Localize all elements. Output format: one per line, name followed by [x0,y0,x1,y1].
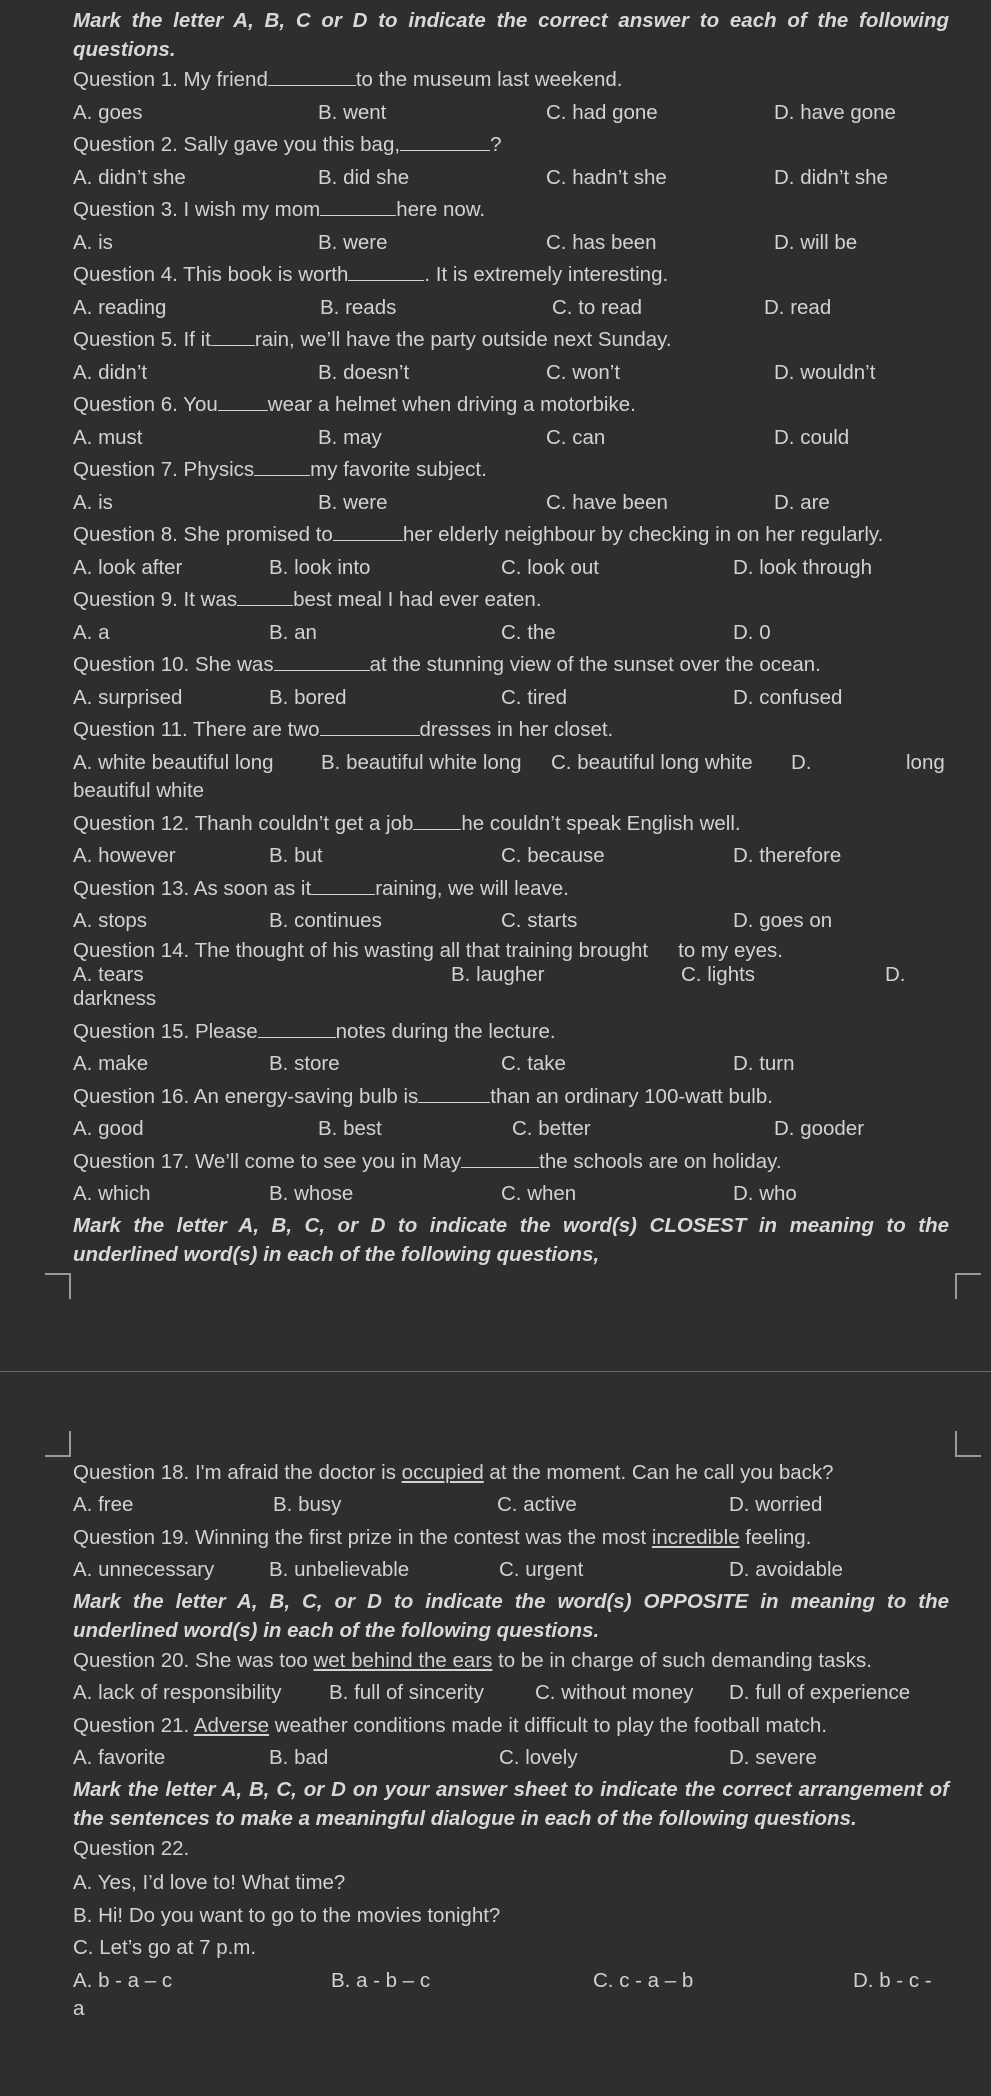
option-b[interactable]: B. bored [269,685,347,709]
question-14 [73,938,949,1012]
question-21 [73,1710,949,1775]
option-d[interactable]: D. avoidable [729,1558,843,1581]
options [73,1113,949,1146]
question-text: Question 20. She was too [73,1648,314,1672]
question-text: Question 4. This book is worth [73,263,349,286]
options [73,840,949,873]
option-c[interactable]: C. the [501,620,556,644]
option-d[interactable]: D. look through [733,555,873,579]
option-d[interactable]: D. worried [729,1493,823,1516]
answer-blank[interactable] [274,652,370,671]
question-item [73,808,949,873]
question-text: notes during the lecture. [335,1019,556,1043]
answer-blank[interactable] [268,67,356,86]
option-b[interactable]: B. bad [269,1746,329,1769]
option-c[interactable]: C. can [546,425,606,449]
option-a[interactable]: A. unnecessary [73,1558,215,1581]
question-18 [73,1457,949,1522]
question-text: Question 9. It was [73,588,238,611]
question-item [73,64,949,129]
option-c[interactable]: C. beautiful long white [551,750,753,774]
corner-mark [955,1273,981,1299]
question-item [73,389,949,454]
question-text: feeling. [739,1525,812,1549]
options [73,227,949,260]
dialogue-line-c: C. Let’s go at 7 p.m. [73,1936,257,1959]
option-b[interactable]: B. laugher [451,962,545,986]
options [73,357,949,390]
directions-section-3: Mark the letter A, B, C, or D to indicate the word(s) OPPOSITE in meaning to the underlined word(s) in each of the following questions. [73,1589,949,1642]
answer-blank[interactable] [461,1149,539,1168]
option-a[interactable]: A. is [73,490,113,514]
directions-section-4: Mark the letter A, B, C, or D on your answer sheet to indicate the correct arrangement of the sentences to make a meaningful dialogue in each of the following questions. [73,1777,949,1830]
option-a[interactable]: A. goes [73,100,143,124]
question-text: dresses in her closet. [419,718,614,741]
answer-blank[interactable] [400,132,490,151]
options [73,1554,949,1587]
question-text: to my eyes. [678,938,783,962]
question-text: Question 8. She promised to [73,523,333,546]
question-text: weather conditions made it difficult to play the football match. [269,1713,828,1737]
page-break [73,1269,949,1457]
question-item [73,873,949,938]
option-b[interactable]: B. a - b – c [331,1968,431,1992]
answer-blank[interactable] [311,876,375,895]
option-c[interactable]: C. because [501,844,605,867]
question-item [73,259,949,324]
option-d[interactable]: D. [791,750,812,774]
options [73,905,949,938]
question-text: Question 12. Thanh couldn’t get a job [73,811,414,835]
underlined-word: occupied [401,1460,484,1484]
question-text: at the stunning view of the sunset over the ocean. [369,653,821,676]
question-text: my favorite subject. [310,458,487,481]
option-c[interactable]: C. active [497,1493,577,1516]
option-b[interactable]: B. beautiful white long [321,750,522,774]
question-title: Question 22. [73,1836,190,1860]
page-divider [0,1371,991,1372]
option-b[interactable]: B. best [318,1117,382,1140]
question-item [73,129,949,194]
question-item [73,584,949,649]
option-a[interactable]: A. stops [73,909,148,932]
question-text: Question 16. An energy-saving bulb is [73,1084,419,1108]
question-text: the schools are on holiday. [539,1149,782,1173]
option-c[interactable]: C. has been [546,230,657,254]
option-b[interactable]: B. store [269,1052,340,1075]
question-item [73,1016,949,1081]
options [73,1489,949,1522]
option-c[interactable]: C. had gone [546,100,658,124]
option-c[interactable]: C. to read [552,295,643,319]
question-text: to the museum last weekend. [355,68,623,91]
answer-blank[interactable] [218,392,268,411]
option-a[interactable]: A. good [73,1117,144,1140]
question-22 [73,1833,949,2026]
option-d[interactable]: D. wouldn’t [774,360,876,384]
directions-section-2: Mark the letter A, B, C, or D to indicate the word(s) CLOSEST in meaning to the underlined word(s) in each of the following questions, [73,1213,949,1266]
question-text: best meal I had ever eaten. [293,588,542,611]
option-a[interactable]: A. reading [73,295,167,319]
option-c[interactable]: C. look out [501,555,599,579]
option-c[interactable]: C. urgent [499,1558,584,1581]
options [73,1965,949,1998]
question-text: Question 3. I wish my mom [73,198,321,221]
option-a[interactable]: A. make [73,1052,149,1075]
corner-mark [45,1273,71,1299]
option-a[interactable]: A. look after [73,555,183,579]
question-text: to be in charge of such demanding tasks. [492,1648,872,1672]
question-item [73,519,949,584]
option-b[interactable]: B. look into [269,555,371,579]
option-d[interactable]: D. goes on [733,909,833,932]
question-text: Question 13. As soon as it [73,876,312,900]
option-d[interactable]: D. full of experience [729,1681,911,1704]
option-c[interactable]: C. tired [501,685,568,709]
question-item [73,649,949,714]
option-b[interactable]: B. an [269,620,317,644]
option-c[interactable]: C. starts [501,909,578,932]
option-d[interactable]: D. confused [733,685,843,709]
section-1-questions-b [73,808,949,938]
option-a[interactable]: A. is [73,230,113,254]
option-d[interactable]: D. could [774,425,850,449]
option-a[interactable]: A. a [73,620,110,644]
question-item [73,194,949,259]
option-b[interactable]: B. did she [318,165,410,189]
question-text: Question 17. We’ll come to see you in May [73,1149,462,1173]
options [73,422,949,455]
underlined-word: wet behind the ears [313,1648,493,1672]
question-item [73,1146,949,1211]
option-c[interactable]: C. c - a – b [593,1968,694,1992]
option-b[interactable]: B. continues [269,909,382,932]
answer-blank[interactable] [413,811,461,830]
option-d[interactable]: D. who [733,1182,797,1205]
options [73,292,949,325]
question-11 [73,714,949,808]
options [73,1048,949,1081]
options [73,487,949,520]
option-a[interactable]: A. didn’t she [73,165,186,189]
options [73,162,949,195]
option-b[interactable]: B. reads [320,295,397,319]
question-text: Question 6. You [73,393,218,416]
options [73,747,949,780]
question-text: at the moment. Can he call you back? [483,1460,834,1484]
dialogue-line-a: A. Yes, I’d love to! What time? [73,1871,346,1894]
question-text: Question 11. There are two [73,718,320,741]
option-c[interactable]: C. when [501,1182,577,1205]
question-text: than an ordinary 100-watt bulb. [490,1084,773,1108]
option-a[interactable]: A. favorite [73,1746,166,1769]
option-a[interactable]: A. surprised [73,685,183,709]
question-text: Question 1. My friend [73,68,268,91]
answer-blank[interactable] [237,587,293,606]
option-c[interactable]: C. lovely [499,1746,578,1769]
underlined-word: incredible [651,1525,740,1549]
question-text: Question 10. She was [73,653,274,676]
option-a[interactable]: A. must [73,425,143,449]
question-text: Question 7. Physics [73,458,255,481]
section-1-questions [73,64,949,714]
option-a[interactable]: A. didn’t [73,360,148,384]
options [73,682,949,715]
answer-blank[interactable] [258,1019,336,1038]
question-text: Question 19. Winning the first prize in the contest was the most [73,1525,652,1549]
dialogue-line-b: B. Hi! Do you want to go to the movies tonight? [73,1903,501,1927]
answer-blank[interactable] [320,717,420,736]
question-19 [73,1522,949,1587]
option-c[interactable]: C. have been [546,490,668,514]
option-d[interactable]: D. have gone [774,100,896,124]
answer-blank[interactable] [348,262,424,281]
option-b[interactable]: B. whose [269,1182,354,1205]
question-text: her elderly neighbour by checking in on her regularly. [402,523,884,546]
underlined-word: Adverse [193,1713,270,1737]
question-text: here now. [396,198,486,221]
option-a[interactable]: A. lack of responsibility [73,1681,282,1704]
option-d[interactable]: D. are [774,490,830,514]
option-c[interactable]: C. take [501,1052,566,1075]
question-text: he couldn’t speak English well. [461,811,741,835]
option-a[interactable]: A. white beautiful long [73,750,274,774]
question-item [73,324,949,389]
options [73,1178,949,1211]
option-b[interactable]: B. busy [273,1493,342,1516]
question-text: Question 21. [73,1713,194,1737]
option-a[interactable]: A. however [73,844,176,867]
option-b[interactable]: B. but [269,844,323,867]
answer-blank[interactable] [320,197,396,216]
option-c[interactable]: C. hadn’t she [546,165,667,189]
option-d[interactable]: D. [885,962,906,986]
answer-blank[interactable] [254,457,310,476]
option-d-wrap: beautiful white [73,779,205,802]
question-item [73,1081,949,1146]
option-d-wrap: a [73,1997,85,2020]
option-c[interactable]: C. lights [681,962,756,986]
options [73,552,949,585]
options [73,1677,949,1710]
option-b[interactable]: B. may [318,425,382,449]
option-b[interactable]: B. went [318,100,387,124]
option-b[interactable]: B. full of sincerity [329,1681,484,1704]
options [73,617,949,650]
option-d[interactable]: D. 0 [733,620,771,644]
option-c[interactable]: C. better [512,1117,591,1140]
option-d[interactable]: D. didn’t she [774,165,888,189]
question-text: Question 15. Please [73,1019,258,1043]
directions-section-1: Mark the letter A, B, C or D to indicate the correct answer to each of the following questions. [73,9,949,61]
corner-mark [45,1431,71,1457]
corner-mark [955,1431,981,1457]
question-text: wear a helmet when driving a motorbike. [267,393,636,416]
question-text: Question 18. I'm afraid the doctor is [73,1460,402,1484]
option-d[interactable]: D. turn [733,1052,795,1075]
question-text: ? [490,133,502,156]
option-b[interactable]: B. were [318,230,388,254]
question-text: Question 5. If it [73,328,211,351]
question-20 [73,1645,949,1710]
question-text: . It is extremely interesting. [424,263,669,286]
option-d[interactable]: D. b - c - [853,1968,932,1992]
option-b[interactable]: B. unbelievable [269,1558,410,1581]
option-c[interactable]: C. without money [535,1681,694,1704]
option-d-text: long [906,750,945,774]
option-d[interactable]: D. read [764,295,832,319]
question-text: Question 14. The thought of his wasting all that training brought [73,938,649,962]
answer-blank[interactable] [211,327,255,346]
question-text: rain, we’ll have the party outside next Sunday. [254,328,672,351]
question-text: Question 2. Sally gave you this bag, [73,133,401,156]
answer-blank[interactable] [418,1084,490,1103]
option-a[interactable]: A. free [73,1493,134,1516]
option-d-wrap: darkness [73,986,157,1010]
option-a[interactable]: A. b - a – c [73,1968,173,1992]
option-b[interactable]: B. were [318,490,388,514]
options [73,1742,949,1775]
section-1-questions-c [73,1016,949,1211]
option-a[interactable]: A. which [73,1182,151,1205]
option-d[interactable]: D. therefore [733,844,842,867]
options [73,964,949,986]
option-d[interactable]: D. severe [729,1746,817,1769]
option-b[interactable]: B. doesn’t [318,360,410,384]
option-a[interactable]: A. tears [73,962,144,986]
options [73,97,949,130]
option-d[interactable]: D. gooder [774,1117,865,1140]
question-text: raining, we will leave. [375,876,569,900]
option-d[interactable]: D. will be [774,230,858,254]
option-c[interactable]: C. won’t [546,360,621,384]
answer-blank[interactable] [333,522,403,541]
question-item [73,454,949,519]
